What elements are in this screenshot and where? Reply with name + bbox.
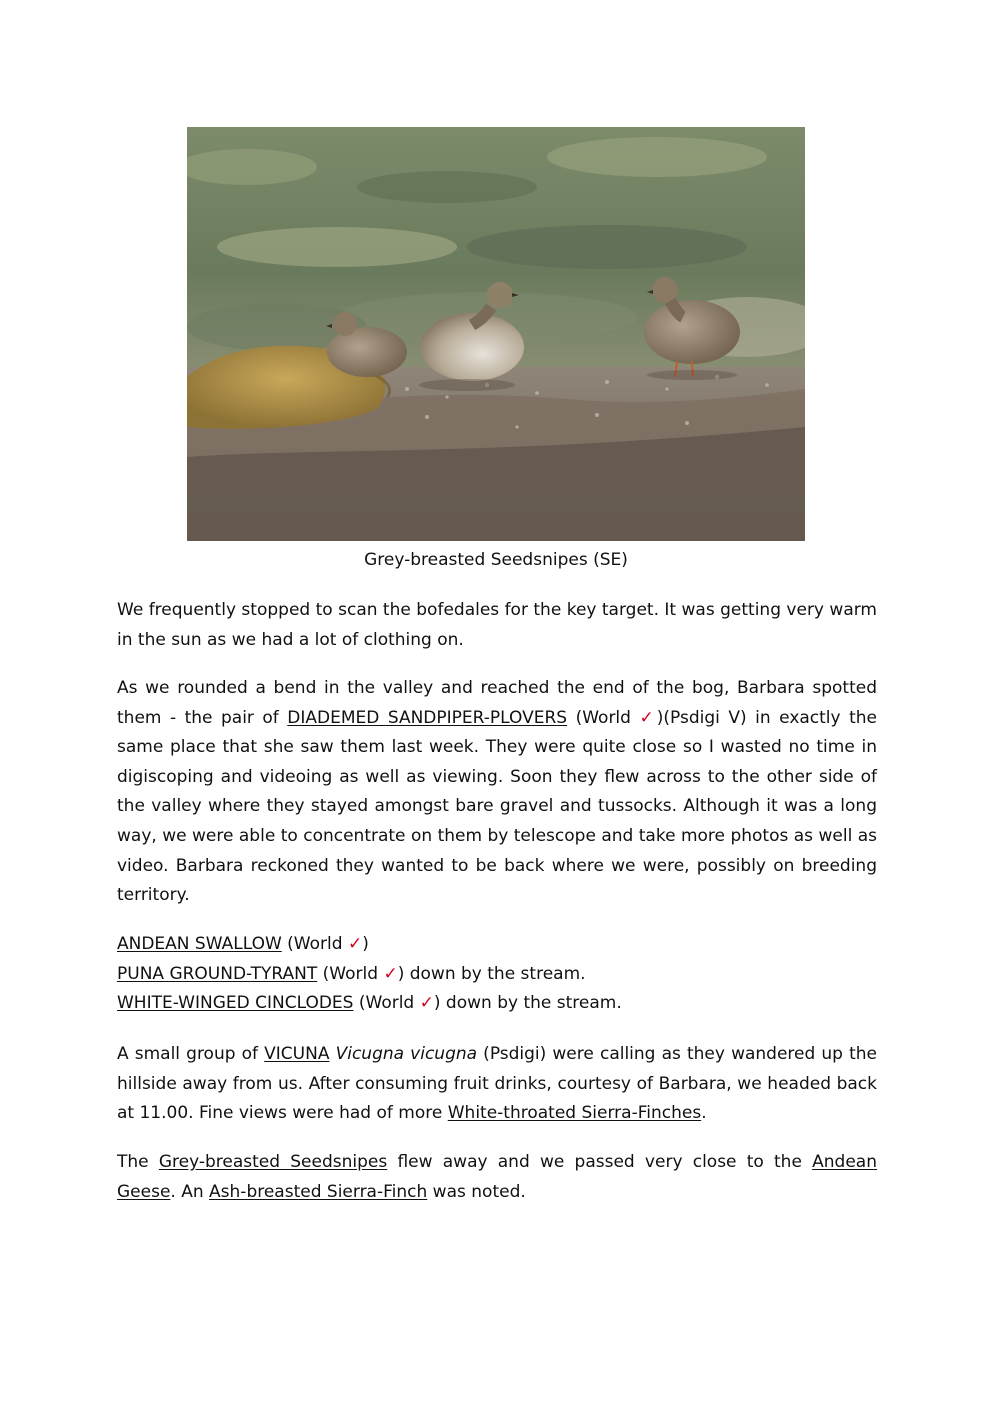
- species-white-winged-cinclodes: WHITE-WINGED CINCLODES: [117, 993, 354, 1014]
- seedsnipes-photo-drawing: [187, 127, 805, 541]
- paragraph-bofedales: We frequently stopped to scan the bofedales for the key target. It was getting very warm in the sun as we had a lot of clothing on.: [117, 600, 877, 650]
- species-ash-breasted-sierra-finch: Ash-breasted Sierra-Finch: [209, 1181, 428, 1202]
- seedsnipes-photo: [187, 127, 805, 541]
- species-white-throated-sierra-finch: White-throated Sierra-Finches: [447, 1103, 702, 1124]
- paragraph-text: The: [117, 1152, 159, 1172]
- species-diademed-sandpiper-plover: DIADEMED SANDPIPER-PLOVERS: [287, 707, 568, 728]
- photo-caption: Grey-breasted Seedsnipes (SE): [364, 550, 628, 570]
- paragraph-text: was noted.: [427, 1181, 526, 1202]
- paragraph-text: flew away and we passed very close to the: [387, 1152, 813, 1172]
- paragraph-text: )(Psdigi V) in exactly the same place that she saw them last week. They were quite close so I wasted no time in digiscoping and videoing as well as viewing. Soon they flew across to the other side of the valley where they stayed amongst bare gravel and tussocks. Although it was a long way, we were able to concentrate on them by telescope and take more photos as well as video. Barbara reckoned they wanted to be back where we were, possibly on breeding territory.: [117, 707, 877, 906]
- paragraph-vicuna: [117, 1040, 877, 1129]
- list-item: [117, 989, 877, 1019]
- check-icon: ✓: [383, 963, 398, 984]
- paragraph-text: . An: [170, 1181, 210, 1202]
- species-puna-ground-tyrant: PUNA GROUND-TYRANT: [117, 963, 318, 984]
- list-item: [117, 960, 877, 990]
- paragraph-text: (World: [567, 707, 640, 728]
- species-vicuna: VICUNA: [264, 1044, 330, 1064]
- paragraph-return: [117, 1148, 877, 1207]
- list-item-text: (World: [317, 963, 384, 984]
- paragraph-text: As we rounded a bend in the valley and reached the end of the bog, Barbara spotted them - the pair of: [117, 678, 877, 728]
- check-icon: ✓: [639, 707, 657, 728]
- check-icon: ✓: [419, 993, 434, 1014]
- list-item-text: ) down by the stream.: [397, 963, 586, 984]
- species-andean-swallow: ANDEAN SWALLOW: [117, 934, 282, 954]
- latin-name: Vicugna vicugna: [335, 1044, 478, 1064]
- paragraph-text: (Psdigi) were calling as they wandered up the hillside away from us. After consuming fruit drinks, courtesy of Barbara, we headed back at 11.00. Fine views were had of more: [117, 1044, 877, 1124]
- paragraph-text: .: [701, 1103, 707, 1124]
- list-item: [117, 930, 877, 960]
- check-icon: ✓: [347, 934, 363, 954]
- list-item-text: ): [362, 934, 369, 954]
- paragraph-sandpiper-plovers: [117, 674, 877, 911]
- species-list: [117, 930, 877, 1019]
- list-item-text: (World: [353, 993, 420, 1014]
- paragraph-text: A small group of: [117, 1044, 265, 1064]
- list-item-text: (World: [281, 934, 348, 954]
- list-item-text: ) down by the stream.: [433, 993, 622, 1014]
- species-andean-goose: Andean Geese: [117, 1152, 877, 1202]
- species-grey-breasted-seedsnipe: Grey-breasted Seedsnipes: [158, 1152, 388, 1172]
